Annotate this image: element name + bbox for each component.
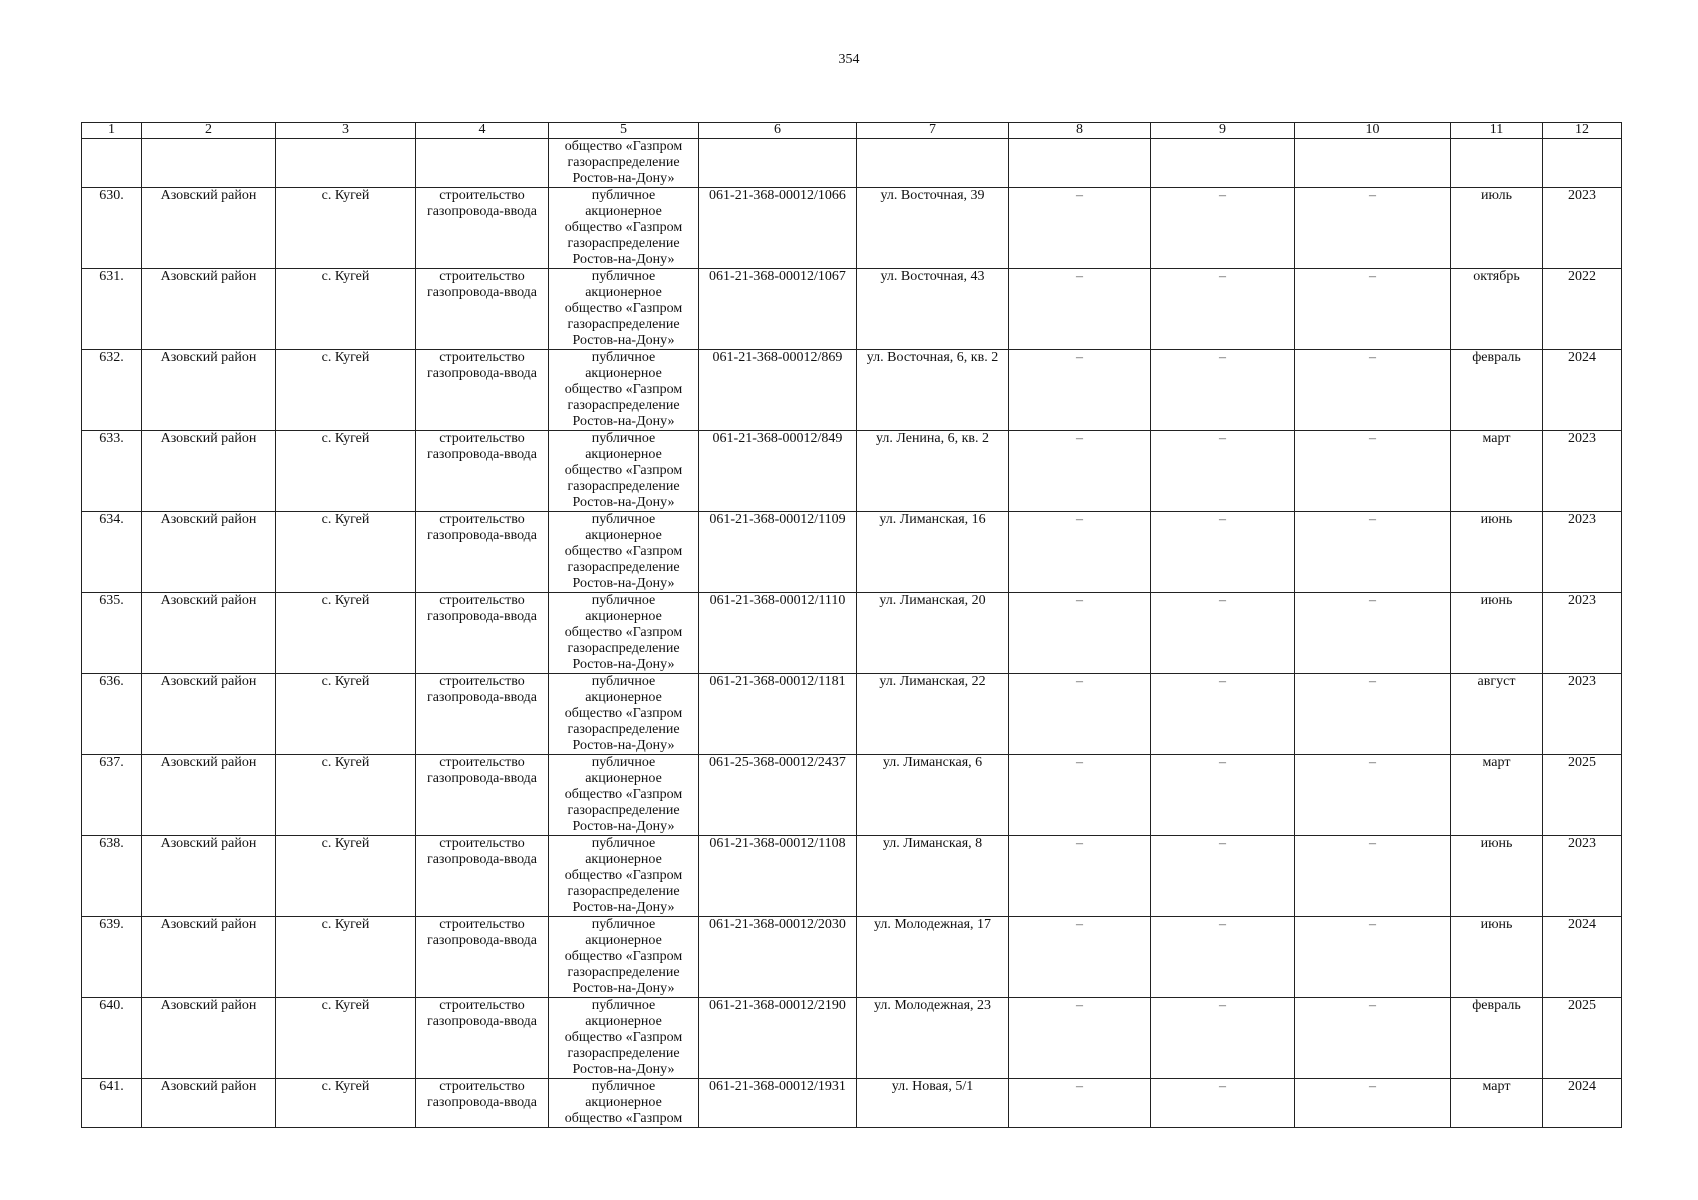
address-cell: ул. Лиманская, 22 xyxy=(857,674,1009,755)
organization-cell: публичное акционерное общество «Газпром газораспределение Ростов-на-Дону» xyxy=(549,269,699,350)
column-header: 7 xyxy=(857,123,1009,139)
settlement-cell: с. Кугей xyxy=(276,674,416,755)
col8-cell: – xyxy=(1009,674,1151,755)
col9-cell: – xyxy=(1151,836,1295,917)
row-number-cell: 630. xyxy=(82,188,142,269)
year-cell: 2023 xyxy=(1543,431,1622,512)
organization-cell: публичное акционерное общество «Газпром газораспределение Ростов-на-Дону» xyxy=(549,431,699,512)
column-header: 9 xyxy=(1151,123,1295,139)
month-cell: июнь xyxy=(1451,917,1543,998)
column-header: 12 xyxy=(1543,123,1622,139)
code-cell: 061-21-368-00012/1109 xyxy=(699,512,857,593)
district-cell: Азовский район xyxy=(142,1079,276,1128)
organization-cell: общество «Газпром газораспределение Ростов-на-Дону» xyxy=(549,139,699,188)
col10-cell: – xyxy=(1295,674,1451,755)
work-type-cell: строительство газопровода-ввода xyxy=(416,917,549,998)
col9-cell: – xyxy=(1151,1079,1295,1128)
column-header: 11 xyxy=(1451,123,1543,139)
register-table xyxy=(81,122,1622,1128)
year-cell: 2024 xyxy=(1543,917,1622,998)
code-cell: 061-21-368-00012/1066 xyxy=(699,188,857,269)
col9-cell: – xyxy=(1151,917,1295,998)
code-cell: 061-21-368-00012/2190 xyxy=(699,998,857,1079)
column-header: 5 xyxy=(549,123,699,139)
col9-cell: – xyxy=(1151,998,1295,1079)
address-cell: ул. Лиманская, 16 xyxy=(857,512,1009,593)
column-header: 6 xyxy=(699,123,857,139)
col10-cell: – xyxy=(1295,431,1451,512)
year-cell: 2024 xyxy=(1543,1079,1622,1128)
row-number-cell: 639. xyxy=(82,917,142,998)
row-number-cell: 635. xyxy=(82,593,142,674)
row-number-cell: 632. xyxy=(82,350,142,431)
settlement-cell: с. Кугей xyxy=(276,755,416,836)
row-number-cell: 641. xyxy=(82,1079,142,1128)
col9-cell: – xyxy=(1151,674,1295,755)
col10-cell: – xyxy=(1295,350,1451,431)
col10-cell: – xyxy=(1295,269,1451,350)
column-header: 3 xyxy=(276,123,416,139)
organization-cell: публичное акционерное общество «Газпром xyxy=(549,1079,699,1128)
col8-cell: – xyxy=(1009,512,1151,593)
address-cell: ул. Лиманская, 20 xyxy=(857,593,1009,674)
month-cell: июль xyxy=(1451,188,1543,269)
month-cell: июнь xyxy=(1451,593,1543,674)
district-cell: Азовский район xyxy=(142,593,276,674)
district-cell: Азовский район xyxy=(142,755,276,836)
month-cell: октябрь xyxy=(1451,269,1543,350)
code-cell: 061-21-368-00012/869 xyxy=(699,350,857,431)
code-cell: 061-21-368-00012/1110 xyxy=(699,593,857,674)
column-header: 4 xyxy=(416,123,549,139)
col8-cell: – xyxy=(1009,593,1151,674)
column-header: 2 xyxy=(142,123,276,139)
settlement-cell: с. Кугей xyxy=(276,1079,416,1128)
work-type-cell: строительство газопровода-ввода xyxy=(416,350,549,431)
month-cell: август xyxy=(1451,674,1543,755)
organization-cell: публичное акционерное общество «Газпром газораспределение Ростов-на-Дону» xyxy=(549,674,699,755)
table-row xyxy=(82,593,1622,674)
table-row xyxy=(82,350,1622,431)
work-type-cell: строительство газопровода-ввода xyxy=(416,674,549,755)
district-cell: Азовский район xyxy=(142,431,276,512)
year-cell: 2023 xyxy=(1543,188,1622,269)
district-cell: Азовский район xyxy=(142,512,276,593)
settlement-cell: с. Кугей xyxy=(276,350,416,431)
settlement-cell: с. Кугей xyxy=(276,836,416,917)
col8-cell: – xyxy=(1009,1079,1151,1128)
row-number-cell: 638. xyxy=(82,836,142,917)
table-row xyxy=(82,431,1622,512)
year-cell: 2025 xyxy=(1543,998,1622,1079)
row-number-cell: 634. xyxy=(82,512,142,593)
code-cell: 061-21-368-00012/2030 xyxy=(699,917,857,998)
col10-cell: – xyxy=(1295,836,1451,917)
work-type-cell: строительство газопровода-ввода xyxy=(416,836,549,917)
address-cell: ул. Лиманская, 8 xyxy=(857,836,1009,917)
settlement-cell: с. Кугей xyxy=(276,188,416,269)
code-cell: 061-21-368-00012/1067 xyxy=(699,269,857,350)
col8-cell: – xyxy=(1009,917,1151,998)
column-header: 1 xyxy=(82,123,142,139)
organization-cell: публичное акционерное общество «Газпром газораспределение Ростов-на-Дону» xyxy=(549,917,699,998)
address-cell: ул. Молодежная, 23 xyxy=(857,998,1009,1079)
col9-cell: – xyxy=(1151,755,1295,836)
col10-cell: – xyxy=(1295,998,1451,1079)
col9-cell: – xyxy=(1151,269,1295,350)
year-cell: 2023 xyxy=(1543,593,1622,674)
month-cell: февраль xyxy=(1451,350,1543,431)
column-number-row xyxy=(82,123,1622,139)
table-row xyxy=(82,998,1622,1079)
row-number-cell: 640. xyxy=(82,998,142,1079)
row-number-cell: 631. xyxy=(82,269,142,350)
col8-cell: – xyxy=(1009,350,1151,431)
col8-cell: – xyxy=(1009,755,1151,836)
table-row xyxy=(82,674,1622,755)
address-cell: ул. Восточная, 43 xyxy=(857,269,1009,350)
year-cell: 2024 xyxy=(1543,350,1622,431)
organization-cell: публичное акционерное общество «Газпром газораспределение Ростов-на-Дону» xyxy=(549,836,699,917)
code-cell: 061-21-368-00012/849 xyxy=(699,431,857,512)
work-type-cell: строительство газопровода-ввода xyxy=(416,1079,549,1128)
col8-cell: – xyxy=(1009,998,1151,1079)
year-cell: 2023 xyxy=(1543,512,1622,593)
table-row xyxy=(82,836,1622,917)
col10-cell: – xyxy=(1295,755,1451,836)
address-cell: ул. Молодежная, 17 xyxy=(857,917,1009,998)
code-cell: 061-21-368-00012/1108 xyxy=(699,836,857,917)
col9-cell: – xyxy=(1151,593,1295,674)
table-row xyxy=(82,917,1622,998)
settlement-cell: с. Кугей xyxy=(276,917,416,998)
row-number-cell: 637. xyxy=(82,755,142,836)
col10-cell: – xyxy=(1295,188,1451,269)
address-cell: ул. Ленина, 6, кв. 2 xyxy=(857,431,1009,512)
address-cell: ул. Лиманская, 6 xyxy=(857,755,1009,836)
district-cell: Азовский район xyxy=(142,188,276,269)
organization-cell: публичное акционерное общество «Газпром газораспределение Ростов-на-Дону» xyxy=(549,998,699,1079)
organization-cell: публичное акционерное общество «Газпром газораспределение Ростов-на-Дону» xyxy=(549,755,699,836)
organization-cell: публичное акционерное общество «Газпром газораспределение Ростов-на-Дону» xyxy=(549,593,699,674)
col9-cell: – xyxy=(1151,431,1295,512)
settlement-cell: с. Кугей xyxy=(276,431,416,512)
month-cell: июнь xyxy=(1451,836,1543,917)
district-cell: Азовский район xyxy=(142,269,276,350)
work-type-cell: строительство газопровода-ввода xyxy=(416,269,549,350)
address-cell: ул. Восточная, 39 xyxy=(857,188,1009,269)
work-type-cell: строительство газопровода-ввода xyxy=(416,998,549,1079)
col10-cell: – xyxy=(1295,1079,1451,1128)
year-cell: 2023 xyxy=(1543,836,1622,917)
col9-cell: – xyxy=(1151,512,1295,593)
table-row xyxy=(82,269,1622,350)
district-cell: Азовский район xyxy=(142,836,276,917)
work-type-cell: строительство газопровода-ввода xyxy=(416,512,549,593)
col9-cell: – xyxy=(1151,188,1295,269)
month-cell: март xyxy=(1451,1079,1543,1128)
row-number-cell: 636. xyxy=(82,674,142,755)
settlement-cell: с. Кугей xyxy=(276,512,416,593)
month-cell: март xyxy=(1451,431,1543,512)
organization-cell: публичное акционерное общество «Газпром газораспределение Ростов-на-Дону» xyxy=(549,350,699,431)
organization-cell: публичное акционерное общество «Газпром газораспределение Ростов-на-Дону» xyxy=(549,512,699,593)
work-type-cell: строительство газопровода-ввода xyxy=(416,593,549,674)
work-type-cell: строительство газопровода-ввода xyxy=(416,431,549,512)
settlement-cell: с. Кугей xyxy=(276,593,416,674)
col10-cell: – xyxy=(1295,593,1451,674)
district-cell: Азовский район xyxy=(142,350,276,431)
address-cell: ул. Восточная, 6, кв. 2 xyxy=(857,350,1009,431)
col8-cell: – xyxy=(1009,836,1151,917)
column-header: 10 xyxy=(1295,123,1451,139)
col10-cell: – xyxy=(1295,917,1451,998)
code-cell: 061-25-368-00012/2437 xyxy=(699,755,857,836)
code-cell: 061-21-368-00012/1181 xyxy=(699,674,857,755)
settlement-cell: с. Кугей xyxy=(276,269,416,350)
settlement-cell: с. Кугей xyxy=(276,998,416,1079)
year-cell: 2023 xyxy=(1543,674,1622,755)
column-header: 8 xyxy=(1009,123,1151,139)
row-number-cell: 633. xyxy=(82,431,142,512)
address-cell: ул. Новая, 5/1 xyxy=(857,1079,1009,1128)
page-number: 354 xyxy=(838,52,860,67)
district-cell: Азовский район xyxy=(142,998,276,1079)
month-cell: март xyxy=(1451,755,1543,836)
table-row xyxy=(82,755,1622,836)
col8-cell: – xyxy=(1009,188,1151,269)
district-cell: Азовский район xyxy=(142,674,276,755)
work-type-cell: строительство газопровода-ввода xyxy=(416,755,549,836)
table-row xyxy=(82,512,1622,593)
organization-cell: публичное акционерное общество «Газпром газораспределение Ростов-на-Дону» xyxy=(549,188,699,269)
year-cell: 2025 xyxy=(1543,755,1622,836)
work-type-cell: строительство газопровода-ввода xyxy=(416,188,549,269)
table-row xyxy=(82,188,1622,269)
table-row xyxy=(82,1079,1622,1128)
col8-cell: – xyxy=(1009,269,1151,350)
col8-cell: – xyxy=(1009,431,1151,512)
month-cell: июнь xyxy=(1451,512,1543,593)
year-cell: 2022 xyxy=(1543,269,1622,350)
col10-cell: – xyxy=(1295,512,1451,593)
col9-cell: – xyxy=(1151,350,1295,431)
month-cell: февраль xyxy=(1451,998,1543,1079)
code-cell: 061-21-368-00012/1931 xyxy=(699,1079,857,1128)
district-cell: Азовский район xyxy=(142,917,276,998)
continuation-row xyxy=(82,139,1622,188)
